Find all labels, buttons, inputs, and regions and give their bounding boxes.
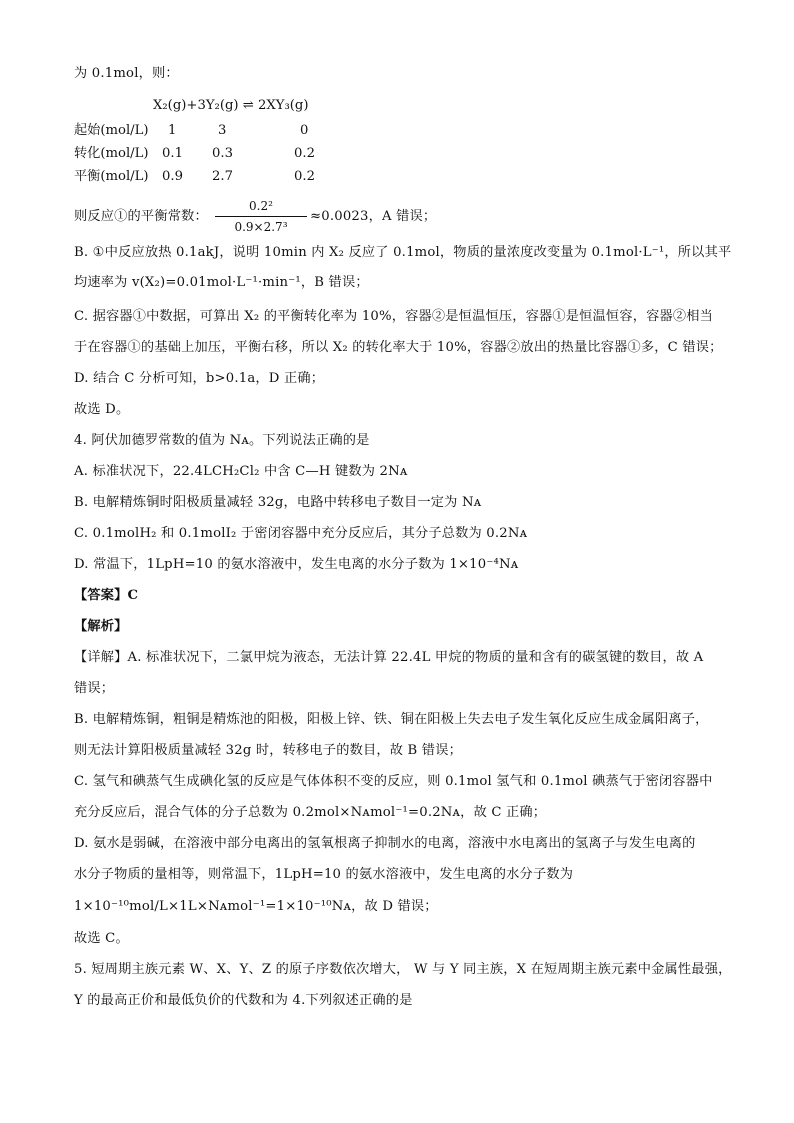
table-row-label: 起始(mol/L) [74, 123, 149, 138]
text-line: 则无法计算阳极质量减轻 32g 时，转移电子的数目，故 B 错误； [74, 743, 462, 758]
question-stem: 5. 短周期主族元素 W、X、Y、Z 的原子序数依次增大， W 与 Y 同主族，X 在短周期主族元素中金属性最强， [74, 962, 732, 977]
text-line: 1×10⁻¹⁰mol/L×1L×Nᴀmol⁻¹=1×10⁻¹⁰Nᴀ，故 D 错误； [74, 899, 438, 914]
text-line: C. 据容器①中数据，可算出 X₂ 的平衡转化率为 10%，容器②是恒温恒压，容器①是恒温恒容，容器②相当 [74, 309, 714, 324]
option-b: B. 电解精炼铜时阳极质量减轻 32g，电路中转移电子数目一定为 Nᴀ [74, 495, 482, 510]
table-cell: 0 [300, 123, 309, 138]
text-line: 故选 D。 [74, 402, 130, 417]
text-line: 于在容器①的基础上加压，平衡右移，所以 X₂ 的转化率大于 10%，容器②放出的热量比容器①多，C 错误； [74, 340, 723, 355]
fraction-bar [215, 216, 307, 217]
analysis-header: 【解析】 [74, 619, 128, 634]
text-line: 均速率为 v(X₂)=0.01mol·L⁻¹·min⁻¹，B 错误； [74, 275, 369, 290]
table-cell: 3 [218, 123, 227, 138]
table-cell: 0.1 [162, 146, 183, 161]
text-line: 【详解】A. 标准状况下，二氯甲烷为液态，无法计算 22.4L 甲烷的物质的量和含有的碳氢键的数目，故 A [74, 650, 704, 665]
question-stem: Y 的最高正价和最低负价的代数和为 4.下列叙述正确的是 [74, 993, 413, 1008]
intro-line: 为 0.1mol，则： [74, 66, 179, 81]
k-suffix: ≈0.0023，A 错误； [310, 209, 437, 224]
option-c: C. 0.1molH₂ 和 0.1molI₂ 于密闭容器中充分反应后，其分子总数为 0.2Nᴀ [74, 526, 528, 541]
text-line: B. ①中反应放热 0.1akJ，说明 10min 内 X₂ 反应了 0.1mol，物质的量浓度改变量为 0.1mol·L⁻¹，所以其平 [74, 245, 732, 260]
table-cell: 2.7 [212, 169, 233, 184]
text-line: B. 电解精炼铜，粗铜是精炼池的阳极，阳极上锌、铁、铜在阳极上失去电子发生氧化反应生成金属阳离子， [74, 712, 709, 727]
table-cell: 0.9 [162, 169, 183, 184]
table-row-label: 转化(mol/L) [74, 146, 149, 161]
text-line: 故选 C。 [74, 931, 129, 946]
k-numerator: 0.2² [249, 199, 273, 213]
question-stem: 4. 阿伏加德罗常数的值为 Nᴀ。下列说法正确的是 [74, 433, 370, 448]
table-cell: 0.2 [294, 169, 315, 184]
option-a: A. 标准状况下，22.4LCH₂Cl₂ 中含 C—H 键数为 2Nᴀ [74, 464, 408, 479]
text-line: D. 氨水是弱碱，在溶液中部分电离出的氢氧根离子抑制水的电离，溶液中水电离出的氢离子与发生电离的 [74, 836, 696, 851]
option-d: D. 常温下，1LpH=10 的氨水溶液中，发生电离的水分子数为 1×10⁻⁴Nᴀ [74, 557, 519, 572]
table-row-label: 平衡(mol/L) [74, 169, 149, 184]
text-line: 错误； [74, 681, 115, 696]
table-cell: 0.2 [294, 146, 315, 161]
k-fraction [215, 197, 307, 236]
k-denominator: 0.9×2.7³ [234, 220, 288, 234]
text-line: C. 氢气和碘蒸气生成碘化氢的反应是气体体积不变的反应，则 0.1mol 氢气和 0.1mol 碘蒸气于密闭容器中 [74, 774, 713, 789]
table-cell: 1 [168, 123, 177, 138]
text-line: 水分子物质的量相等，则常温下，1LpH=10 的氨水溶液中，发生电离的水分子数为 [74, 867, 574, 882]
text-line: 充分反应后，混合气体的分子总数为 0.2mol×Nᴀmol⁻¹=0.2Nᴀ，故 C 正确； [74, 805, 547, 820]
table-cell: 0.3 [212, 146, 233, 161]
k-prefix: 则反应①的平衡常数： [74, 209, 208, 224]
text-line: D. 结合 C 分析可知，b>0.1a，D 正确； [74, 371, 325, 386]
answer-line: 【答案】C [74, 588, 139, 603]
reaction-equation: X₂(g)+3Y₂(g) ⇌ 2XY₃(g) [153, 98, 309, 113]
